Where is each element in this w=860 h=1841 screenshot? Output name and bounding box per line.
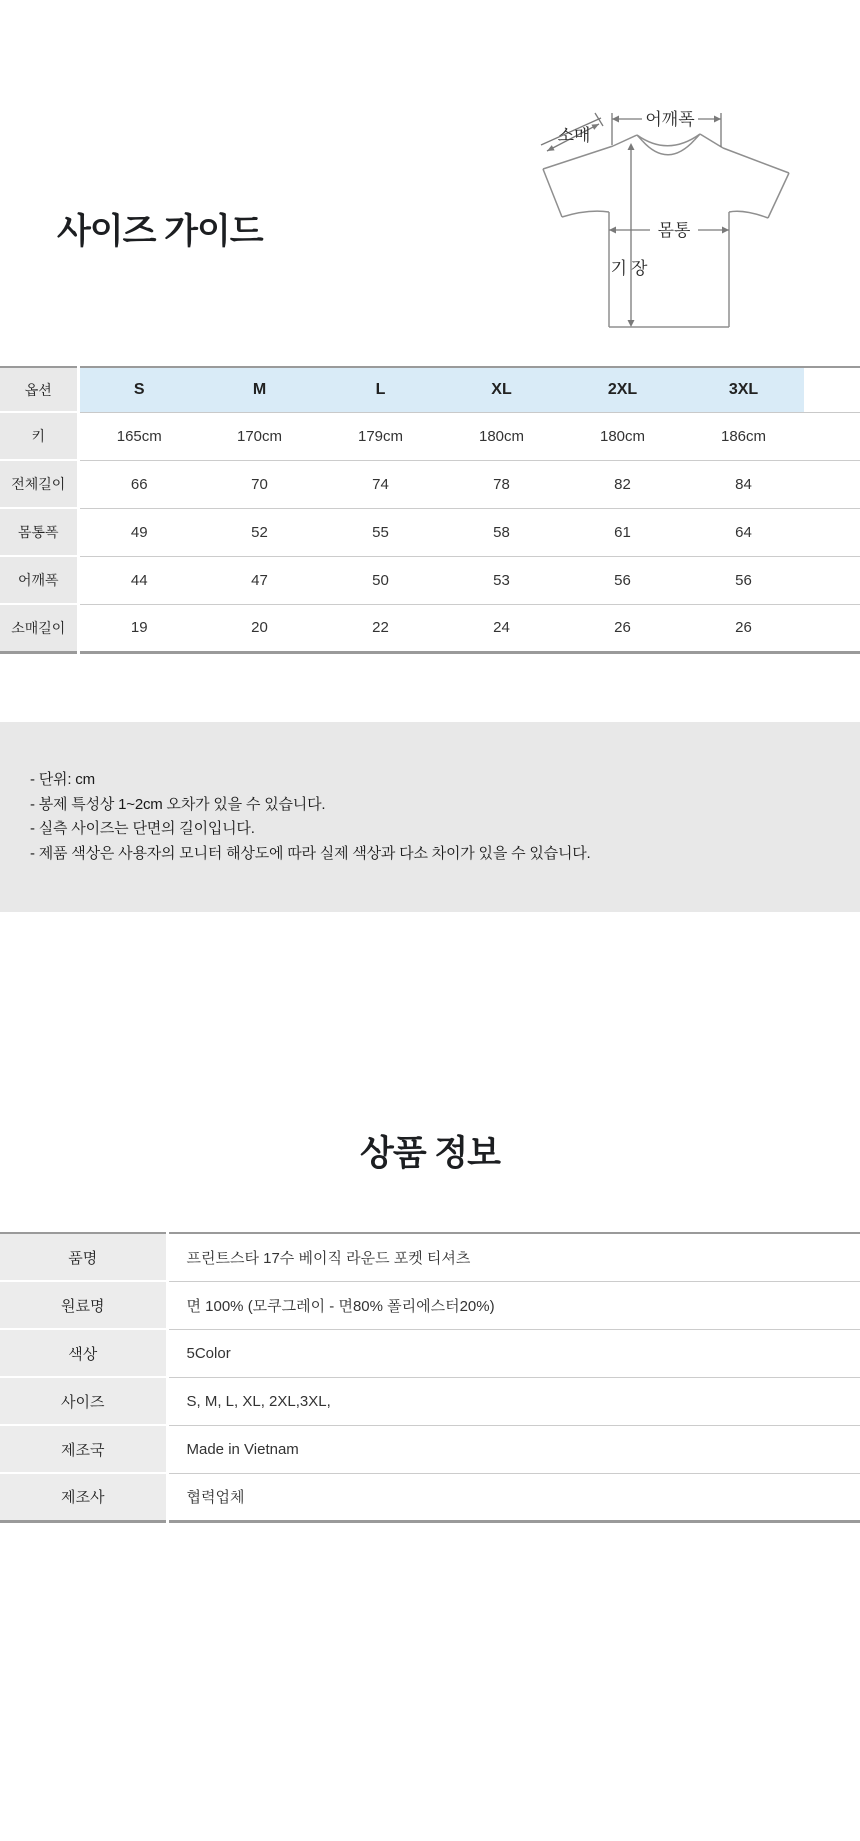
filler-cell [804, 508, 860, 556]
size-table-row [0, 604, 860, 652]
size-value-cell: 52 [199, 508, 320, 556]
note-line: - 실측 사이즈는 단면의 길이입니다. [30, 820, 255, 837]
product-info-label: 원료명 [0, 1281, 167, 1329]
size-table-header-row [0, 367, 860, 412]
size-guide-title: 사이즈 가이드 [57, 212, 263, 251]
size-value-cell: 179cm [320, 412, 441, 460]
size-value-cell: 47 [199, 556, 320, 604]
product-info-row [0, 1329, 860, 1377]
product-info-section [0, 1232, 860, 1523]
size-table-row [0, 508, 860, 556]
size-value-cell: 44 [78, 556, 199, 604]
size-value-cell: 165cm [78, 412, 199, 460]
size-value-cell: 26 [683, 604, 804, 652]
size-value-cell: 20 [199, 604, 320, 652]
filler-cell [804, 604, 860, 652]
size-table-row [0, 412, 860, 460]
size-value-cell: 70 [199, 460, 320, 508]
product-info-value: 5Color [167, 1329, 860, 1377]
filler-cell [804, 460, 860, 508]
size-value-cell: 180cm [562, 412, 683, 460]
size-table-row [0, 556, 860, 604]
size-row-label: 전체길이 [0, 460, 78, 508]
size-table-row [0, 460, 860, 508]
size-table-section [0, 366, 860, 654]
product-info-row [0, 1281, 860, 1329]
size-value-cell: 61 [562, 508, 683, 556]
filler-cell [804, 367, 860, 412]
size-value-cell: 24 [441, 604, 562, 652]
size-value-cell: 64 [683, 508, 804, 556]
size-value-cell: 74 [320, 460, 441, 508]
size-value-cell: 78 [441, 460, 562, 508]
size-value-cell: 66 [78, 460, 199, 508]
size-value-cell: 49 [78, 508, 199, 556]
size-table [0, 366, 860, 654]
sleeve-label: 소매 [557, 126, 591, 145]
size-value-cell: 186cm [683, 412, 804, 460]
shoulder-width-label: 어깨폭 [645, 110, 695, 129]
product-info-value: 프린트스타 17수 베이직 라운드 포켓 티셔츠 [167, 1233, 860, 1281]
size-value-cell: 26 [562, 604, 683, 652]
note-line: - 제품 색상은 사용자의 모니터 해상도에 따라 실제 색상과 다소 차이가 있을 수 있습니다. [30, 844, 591, 862]
product-info-label: 사이즈 [0, 1377, 167, 1425]
size-value-cell: 56 [562, 556, 683, 604]
size-column-header: 2XL [562, 367, 683, 412]
size-value-cell: 50 [320, 556, 441, 604]
size-value-cell: 58 [441, 508, 562, 556]
length-label: 기장 [610, 259, 652, 278]
note-line: - 단위: cm [30, 771, 95, 788]
size-value-cell: 180cm [441, 412, 562, 460]
product-info-row [0, 1473, 860, 1521]
size-row-label: 키 [0, 412, 78, 460]
size-value-cell: 55 [320, 508, 441, 556]
product-info-label: 제조사 [0, 1473, 167, 1521]
size-row-label: 몸통폭 [0, 508, 78, 556]
product-info-label: 색상 [0, 1329, 167, 1377]
size-guide-notes [0, 722, 860, 912]
filler-cell [804, 412, 860, 460]
product-info-row [0, 1425, 860, 1473]
size-row-label: 어깨폭 [0, 556, 78, 604]
size-column-header: XL [441, 367, 562, 412]
product-info-row [0, 1233, 860, 1281]
size-value-cell: 19 [78, 604, 199, 652]
size-table-option-header: 옵션 [0, 367, 78, 412]
product-info-value: Made in Vietnam [167, 1425, 860, 1473]
size-value-cell: 56 [683, 556, 804, 604]
filler-cell [804, 556, 860, 604]
product-info-value: 협력업체 [167, 1473, 860, 1521]
product-info-table [0, 1232, 860, 1523]
size-value-cell: 82 [562, 460, 683, 508]
size-row-label: 소매길이 [0, 604, 78, 652]
size-value-cell: 53 [441, 556, 562, 604]
size-value-cell: 22 [320, 604, 441, 652]
product-info-row [0, 1377, 860, 1425]
arrowheads [547, 116, 729, 328]
product-info-label: 품명 [0, 1233, 167, 1281]
tshirt-measurement-diagram [490, 85, 860, 335]
product-info-label: 제조국 [0, 1425, 167, 1473]
product-info-title: 상품 정보 [360, 1134, 500, 1173]
size-column-header: S [78, 367, 199, 412]
size-value-cell: 170cm [199, 412, 320, 460]
product-info-value: S, M, L, XL, 2XL,3XL, [167, 1377, 860, 1425]
note-line: - 봉제 특성상 1~2cm 오차가 있을 수 있습니다. [30, 795, 326, 813]
size-column-header: M [199, 367, 320, 412]
size-column-header: 3XL [683, 367, 804, 412]
size-value-cell: 84 [683, 460, 804, 508]
body-width-label: 몸통 [657, 221, 691, 240]
product-info-value: 면 100% (모쿠그레이 - 면80% 폴리에스터20%) [167, 1281, 860, 1329]
size-column-header: L [320, 367, 441, 412]
